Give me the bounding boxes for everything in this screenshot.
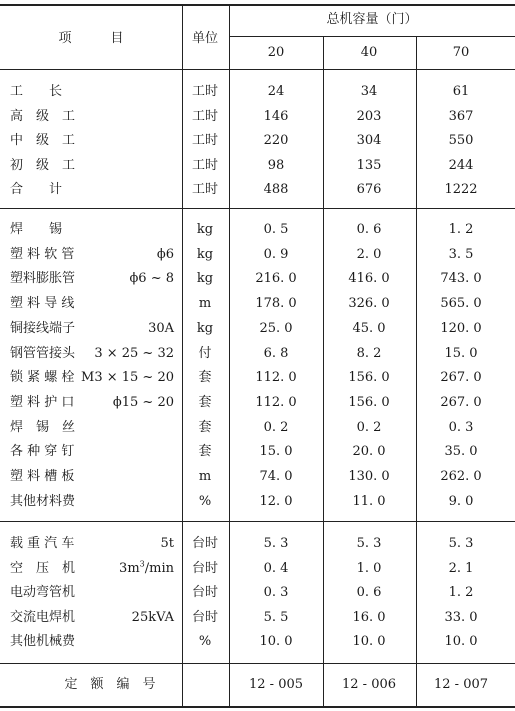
materials-row-unit: 套 [198,370,212,385]
machinery-row-spec [119,561,174,577]
labor-row-value: 203 [356,109,382,124]
materials-row-value: 130. 0 [348,469,390,484]
labor-row-unit: 工时 [191,182,219,197]
materials-row-unit: kg [196,247,214,262]
materials-row-value: 45. 0 [352,321,386,336]
labor-row-value: 304 [356,133,382,148]
materials-row-value: 156. 0 [348,370,390,385]
labor-row-value: 220 [263,133,289,148]
materials-row-value: 6. 8 [263,346,289,361]
capacity-group-header: 总机容量（门） [326,12,418,27]
materials-row-name: 钢管管接头 [10,346,76,361]
labor-row-value: 244 [448,158,474,173]
machinery-row-unit: 台时 [191,561,219,576]
materials-row-value: 9. 0 [448,494,474,509]
machinery-row-value: 2. 1 [448,561,474,576]
materials-row-spec: ϕ6 ~ 8 [129,271,174,286]
machinery-row-name: 其他机械费 [10,634,76,649]
labor-row-name: 工 长 [10,84,63,99]
labor-row-value: 24 [267,84,285,99]
quota-code-20: 12 - 005 [248,677,304,692]
materials-row-value: 216. 0 [255,271,297,286]
materials-row-unit: m [198,296,212,311]
materials-row-value: 262. 0 [440,469,482,484]
quota-code-40: 12 - 006 [341,677,397,692]
labor-row-unit: 工时 [191,133,219,148]
materials-row-value: 743. 0 [440,271,482,286]
materials-row-value: 0. 6 [356,222,382,237]
materials-row-value: 35. 0 [444,444,478,459]
materials-row-spec: M3 × 15 ~ 20 [81,370,174,385]
materials-row-value: 2. 0 [356,247,382,262]
materials-row-value: 0. 2 [356,420,382,435]
machinery-row-value: 0. 4 [263,561,289,576]
materials-row-value: 112. 0 [255,395,297,410]
machinery-row-name: 交流电焊机 [10,610,76,625]
machinery-row-name: 载 重 汽 车 [10,536,75,551]
quota-code-label: 定 额 编 号 [64,677,156,692]
machinery-row-value: 5. 5 [263,610,289,625]
item-unit-divider [182,5,183,707]
labor-row-value: 34 [360,84,378,99]
materials-row-unit: 套 [198,444,212,459]
machinery-row-value: 10. 0 [352,634,386,649]
materials-row-name: 锁 紧 螺 栓 [10,370,75,385]
materials-row-unit: kg [196,271,214,286]
machinery-row-value: 1. 0 [356,561,382,576]
materials-section-rule [0,521,515,522]
capacity-subheader-rule [229,36,515,37]
labor-row-value: 61 [452,84,470,99]
materials-row-unit: kg [196,321,214,336]
materials-row-value: 267. 0 [440,395,482,410]
materials-row-value: 0. 9 [263,247,289,262]
machinery-row-value: 5. 3 [356,536,382,551]
labor-row-value: 1222 [444,182,478,197]
materials-row-value: 15. 0 [444,346,478,361]
materials-row-value: 20. 0 [352,444,386,459]
col40-col70-divider [416,37,417,707]
materials-row-name: 塑料膨胀管 [10,271,76,286]
machinery-row-spec: 5t [160,536,174,551]
materials-row-unit: kg [196,222,214,237]
materials-row-value: 178. 0 [255,296,297,311]
spec-base: 3m [119,561,140,576]
materials-row-unit: 套 [198,395,212,410]
machinery-row-value: 16. 0 [352,610,386,625]
machinery-row-unit: 台时 [191,536,219,551]
materials-row-value: 0. 2 [263,420,289,435]
col20-col40-divider [323,37,324,707]
materials-row-value: 416. 0 [348,271,390,286]
materials-row-name: 焊 锡 [10,222,63,237]
materials-row-unit: % [198,494,212,509]
machinery-section-rule [0,663,515,664]
unit-column-header: 单位 [191,31,219,46]
materials-row-value: 11. 0 [352,494,386,509]
labor-row-value: 367 [448,109,474,124]
materials-row-value: 15. 0 [259,444,293,459]
labor-row-name: 初 级 工 [10,158,76,173]
capacity-20-header: 20 [267,45,285,60]
machinery-row-unit: % [198,634,212,649]
materials-row-unit: m [198,469,212,484]
machinery-row-value: 10. 0 [444,634,478,649]
materials-row-value: 8. 2 [356,346,382,361]
labor-row-unit: 工时 [191,109,219,124]
labor-row-name: 中 级 工 [10,133,76,148]
materials-row-value: 565. 0 [440,296,482,311]
materials-row-unit: 付 [198,346,212,361]
materials-row-value: 0. 5 [263,222,289,237]
capacity-70-header: 70 [452,45,470,60]
machinery-row-value: 0. 6 [356,585,382,600]
materials-row-name: 塑 料 导 线 [10,296,75,311]
quota-code-70: 12 - 007 [433,677,489,692]
materials-row-name: 其他材料费 [10,494,76,509]
machinery-row-name: 电动弯管机 [10,585,76,600]
spec-tail: /min [144,561,174,576]
materials-row-name: 各 种 穿 钉 [10,444,75,459]
materials-row-value: 74. 0 [259,469,293,484]
materials-row-spec: 3 × 25 ~ 32 [94,346,174,361]
labor-section-rule [0,208,515,209]
top-rule [0,4,515,6]
capacity-40-header: 40 [360,45,378,60]
machinery-row-value: 5. 3 [263,536,289,551]
materials-row-unit: 套 [198,420,212,435]
labor-row-value: 488 [263,182,289,197]
materials-row-value: 25. 0 [259,321,293,336]
labor-row-value: 98 [267,158,285,173]
labor-row-value: 146 [263,109,289,124]
materials-row-value: 326. 0 [348,296,390,311]
spec-superscript: 3 [139,559,145,569]
materials-row-spec: ϕ6 [156,247,174,262]
materials-row-value: 0. 3 [448,420,474,435]
machinery-row-unit: 台时 [191,585,219,600]
materials-row-spec: ϕ15 ~ 20 [112,395,174,410]
labor-row-value: 550 [448,133,474,148]
machinery-row-name: 空 压 机 [10,561,76,576]
machinery-row-value: 5. 3 [448,536,474,551]
labor-row-unit: 工时 [191,158,219,173]
unit-capacity-divider [229,5,230,707]
machinery-row-value: 10. 0 [259,634,293,649]
materials-row-value: 12. 0 [259,494,293,509]
materials-row-spec: 30A [148,321,174,336]
labor-row-value: 135 [356,158,382,173]
materials-row-name: 铜接线端子 [10,321,76,336]
machinery-row-value: 0. 3 [263,585,289,600]
bottom-rule [0,706,515,708]
labor-row-name: 合 计 [10,182,63,197]
machinery-row-unit: 台时 [191,610,219,625]
materials-row-value: 267. 0 [440,370,482,385]
machinery-row-value: 1. 2 [448,585,474,600]
labor-row-unit: 工时 [191,84,219,99]
materials-row-name: 塑 料 槽 板 [10,469,75,484]
materials-row-value: 112. 0 [255,370,297,385]
materials-row-value: 156. 0 [348,395,390,410]
materials-row-name: 塑 料 护 口 [10,395,75,410]
materials-row-name: 焊 锡 丝 [10,420,76,435]
materials-row-value: 3. 5 [448,247,474,262]
machinery-row-spec: 25kVA [131,610,174,625]
labor-row-value: 676 [356,182,382,197]
labor-row-name: 高 级 工 [10,109,76,124]
machinery-row-value: 33. 0 [444,610,478,625]
header-bottom-rule [0,69,515,70]
materials-row-value: 120. 0 [440,321,482,336]
materials-row-name: 塑 料 软 管 [10,247,75,262]
item-column-header: 项 目 [58,31,124,46]
materials-row-value: 1. 2 [448,222,474,237]
